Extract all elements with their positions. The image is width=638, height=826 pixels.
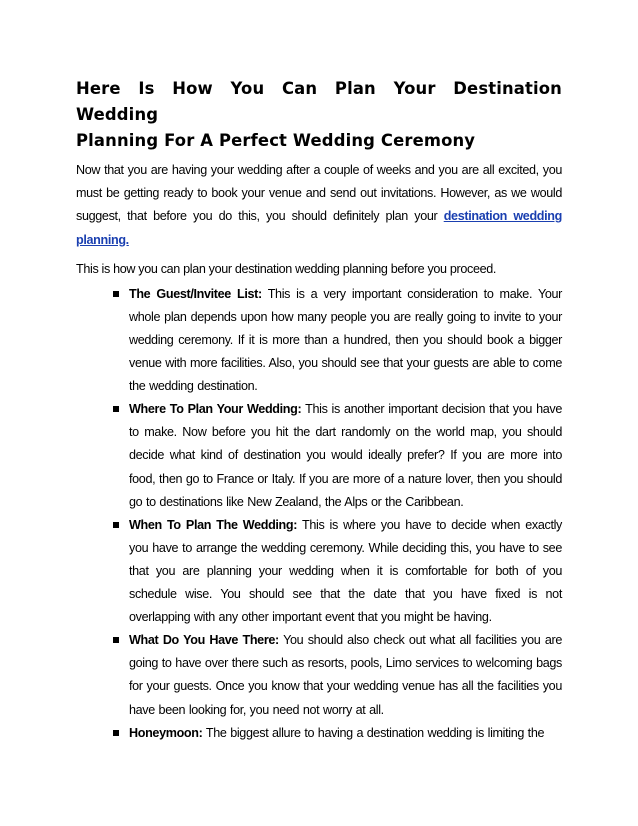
list-intro: This is how you can plan your destination wedding planning before you proceed. [76, 261, 497, 276]
list-item-text: The biggest allure to having a destination wedding is limiting the [202, 725, 545, 740]
planning-list [76, 283, 562, 745]
list-item-text: This is where you have to decide when exactly you have to arrange the wedding ceremony. While deciding this, you have to see that you are planning your wedding when it is comfortable for both of you schedule wise. You should see that the date that you have fixed is not overlapping with any other important event that you might be having. [129, 517, 562, 625]
list-item-text: You should also check out what all facilities you are going to have over there such as resorts, pools, Limo services to welcoming bags for your guests. Once you know that your wedding venue has all the facilities you have been looking for, you need not worry at all. [129, 633, 563, 717]
square-bullet-icon [113, 637, 119, 643]
list-item [129, 283, 562, 398]
list-item-term: Where To Plan Your Wedding: [129, 402, 302, 417]
square-bullet-icon [113, 730, 119, 736]
square-bullet-icon [113, 522, 119, 528]
title-line-1: Here Is How You Can Plan Your Destination Wedding [76, 79, 562, 124]
list-item [129, 514, 562, 629]
title-line-2: Planning For A Perfect Wedding Ceremony [76, 131, 476, 150]
list-item-term: What Do You Have There: [129, 633, 279, 648]
list-item [129, 398, 562, 513]
destination-wedding-planning-link[interactable]: destination wedding planning. [76, 209, 562, 247]
square-bullet-icon [113, 291, 119, 297]
paragraph-text: Now that you are having your wedding after a couple of weeks and you are all excited, you must be getting ready to book your venue and send out invitations. However, as we would suggest, that before you do this, you should definitely plan your [76, 163, 562, 224]
list-item-term: When To Plan The Wedding: [129, 517, 298, 532]
square-bullet-icon [113, 406, 119, 412]
intro-paragraph [76, 159, 562, 252]
list-item-text: This is a very important consideration to make. Your whole plan depends upon how many people you are really going to invite to your wedding ceremony. If it is more than a hundred, then you should book a bigger venue with more facilities. Also, you should see that your guests are able to come the wedding destination. [129, 286, 562, 394]
list-item-term: Honeymoon: [129, 725, 203, 740]
list-item-term: The Guest/Invitee List: [129, 286, 262, 301]
document-page [76, 76, 562, 745]
list-item [129, 629, 562, 721]
list-item-text: This is another important decision that you have to make. Now before you hit the dart randomly on the world map, you should decide what kind of destination you would ideally prefer? If you are more into food, then go to France or Italy. If you are more of a nature lover, then you should go to destinations like New Zealand, the Alps or the Caribbean. [129, 402, 562, 509]
list-item [129, 722, 562, 745]
page-title [76, 76, 562, 154]
